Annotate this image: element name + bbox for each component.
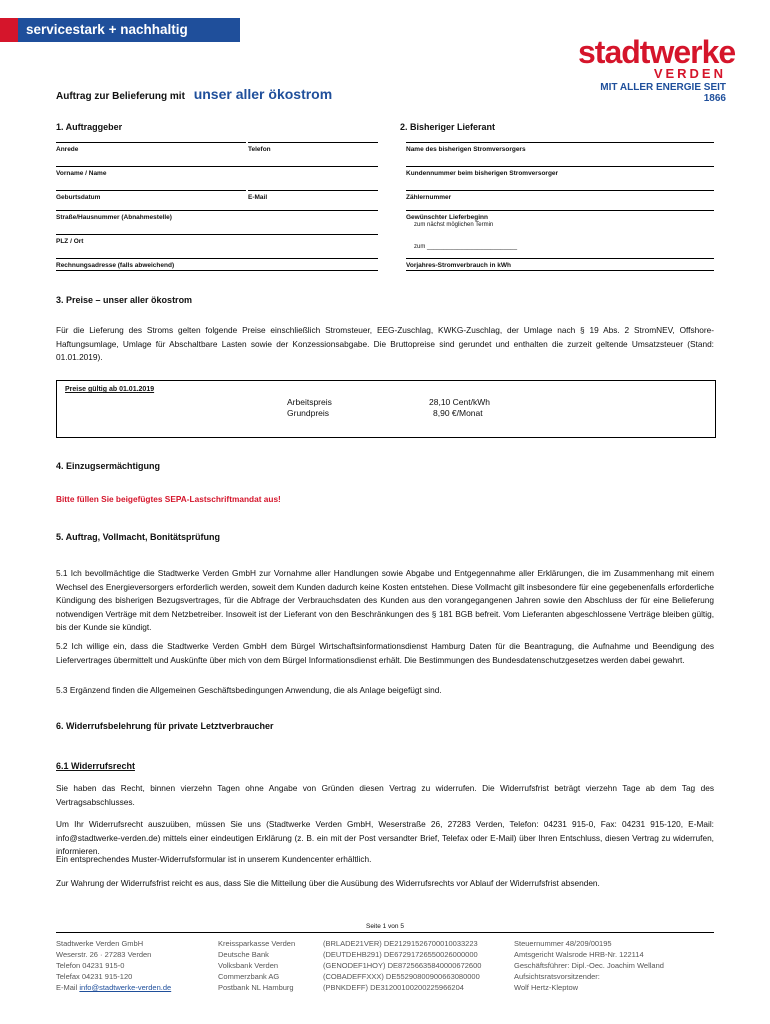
section-5-3-text: 5.3 Ergänzend finden die Allgemeinen Geschäftsbedingungen Anwendung, die als Anlage beigefügt sind.: [56, 685, 442, 695]
footer-line: Telefax 04231 915-120: [56, 972, 133, 981]
field-lieferbeginn: Gewünschter Lieferbeginn: [406, 210, 714, 221]
field-geburtsdatum[interactable]: Geburtsdatum: [56, 190, 246, 201]
footer-ibans: [323, 938, 481, 993]
section-1-heading: 1. Auftraggeber: [56, 122, 123, 132]
footer-line: (GENODEF1HOY) DE87256635840000672600: [323, 961, 482, 970]
field-zaehlernummer[interactable]: Zählernummer: [406, 190, 714, 201]
footer-line: Deutsche Bank: [218, 950, 269, 959]
banner-red-stripe: [0, 18, 18, 42]
sepa-note: Bitte füllen Sie beigefügtes SEPA-Lastschriftmandat aus!: [56, 494, 281, 504]
footer-email-line: [56, 982, 171, 993]
logo-wordmark: stadtwerke: [578, 34, 736, 70]
field-email[interactable]: E-Mail: [248, 190, 378, 201]
footer-line: Volksbank Verden: [218, 961, 279, 970]
footer-line: Wolf Hertz-Kleptow: [514, 983, 579, 992]
field-kundennummer[interactable]: Kundennummer beim bisherigen Stromversorger: [406, 166, 714, 177]
banner-text: servicestark + nachhaltig: [18, 18, 240, 42]
footer-line: Weserstr. 26 · 27283 Verden: [56, 950, 152, 959]
section-6-1-heading: 6.1 Widerrufsrecht: [56, 761, 135, 771]
grundpreis-label: Grundpreis: [287, 408, 330, 418]
section-3-heading: 3. Preise – unser aller ökostrom: [56, 295, 193, 305]
header-banner: [0, 18, 240, 42]
document-title: [56, 86, 332, 102]
option-zum-datum[interactable]: zum ___________________________: [414, 244, 518, 250]
section-2-heading: 2. Bisheriger Lieferant: [400, 122, 496, 132]
field-anrede[interactable]: Anrede: [56, 142, 246, 153]
section-5-heading: 5. Auftrag, Vollmacht, Bonitätsprüfung: [56, 532, 220, 542]
price-box: [56, 380, 716, 438]
section-5-2-text: 5.2 Ich willige ein, dass die Stadtwerke Verden GmbH dem Bürgel Wirtschaftsinformationsdienst Hamburg Daten für die Beantragung, die Aufnahme und Beendigung des Liefervertrages übermittelt und Auskünfte über mich von dem Bürgel Informationsdienst erhält. Die Bestimmungen des Bundesdatenschutzgesetzes werden dabei gewahrt.: [56, 641, 714, 665]
field-rechnungsadresse[interactable]: Rechnungsadresse (falls abweichend): [56, 258, 378, 269]
grundpreis-value: 8,90 €/Monat: [433, 408, 483, 418]
field-vorjahresverbrauch[interactable]: Vorjahres-Stromverbrauch in kWh: [406, 258, 714, 269]
section-5-1-text: 5.1 Ich bevollmächtige die Stadtwerke Verden GmbH zur Vornahme aller Handlungen sowie Abgabe und Entgegennahme aller Erklärungen, die im Zusammenhang mit einem Wechsel des Energieversorgers erforderlich werden, soweit dem Kunden dadurch keine Kosten entstehen. Diese Vollmacht gilt insbesondere für eine gegebenenfalls erforderliche Kündigung des bisherigen Bezugsvertrages, für die Abfrage der Verbrauchsdaten des Kunden aus den vorangegangenen Jahren sowie den Abschluss der für eine Belieferung notwendigen Verträge mit dem Netzbetreiber. Insoweit ist der Lieferant von den Beschränkungen des § 181 BGB befreit. Vom Lieferanten abgeschlossene Verträge bleiben gültig, bis der Kunde sie kündigt.: [56, 568, 714, 633]
footer-divider: [56, 932, 714, 933]
title-prefix: Auftrag zur Belieferung mit: [56, 91, 185, 102]
company-logo: [578, 34, 736, 104]
footer-email-label: E-Mail: [56, 983, 78, 992]
divider: [56, 270, 378, 271]
logo-tagline: MIT ALLER ENERGIE SEIT 1866: [600, 82, 726, 104]
logo-city: VERDEN: [653, 66, 726, 81]
footer-line: (DEUTDEHB291) DE67291726550026000000: [323, 950, 478, 959]
price-valid-date: Preise gültig ab 01.01.2019: [65, 386, 155, 393]
widerruf-p1: Sie haben das Recht, binnen vierzehn Tagen ohne Angabe von Gründen diesen Vertrag zu widerrufen. Die Widerrufsfrist beträgt vierzehn Tage ab dem Tag des Vertragsabschlusses.: [56, 783, 714, 807]
footer-line: Telefon 04231 915-0: [56, 961, 125, 970]
arbeitspreis-label: Arbeitspreis: [287, 397, 332, 407]
field-plz-ort[interactable]: PLZ / Ort: [56, 234, 378, 245]
divider: [406, 270, 714, 271]
field-bisheriger-versorger[interactable]: Name des bisherigen Stromversorgers: [406, 142, 714, 153]
widerruf-p4: Zur Wahrung der Widerrufsfrist reicht es aus, dass Sie die Mitteilung über die Ausübung des Widerrufsrechts vor Ablauf der Widerrufsfrist absenden.: [56, 878, 600, 888]
footer-line: Geschäftsführer: Dipl.-Oec. Joachim Welland: [514, 961, 664, 970]
footer-line: (PBNKDEFF) DE31200100200225966204: [323, 983, 464, 992]
option-naechst-moeglicher-termin[interactable]: zum nächst möglichen Termin: [414, 222, 494, 228]
footer-line: Aufsichtsratsvorsitzender:: [514, 972, 600, 981]
field-strasse[interactable]: Straße/Hausnummer (Abnahmestelle): [56, 210, 378, 221]
footer-legal: [514, 938, 664, 993]
section-4-heading: 4. Einzugsermächtigung: [56, 461, 161, 471]
footer-line: Stadtwerke Verden GmbH: [56, 939, 144, 948]
footer-banks: [218, 938, 295, 993]
title-brand: unser aller ökostrom: [193, 86, 333, 102]
field-telefon[interactable]: Telefon: [248, 142, 378, 153]
footer-line: Kreissparkasse Verden: [218, 939, 296, 948]
widerruf-p3: Ein entsprechendes Muster-Widerrufsformular ist in unserem Kundencenter erhältlich.: [56, 854, 372, 864]
page-number: Seite 1 von 5: [366, 923, 404, 930]
arbeitspreis-value: 28,10 Cent/kWh: [429, 397, 490, 407]
footer-company: [56, 938, 171, 993]
section-3-text: Für die Lieferung des Stroms gelten folgende Preise einschließlich Stromsteuer, EEG-Zuschlag, KWKG-Zuschlag, der Umlage nach § 19 Abs. 2 StromNEV, Offshore-Haftungsumlage, Umlage für Abschaltbare Lasten sowie der Konzessionsabgabe. Die Bruttopreise sind gerundet und enthalten die zurzeit geltende Umsatzsteuer (Stand: 01.01.2019).: [56, 325, 714, 363]
widerruf-p2: Um Ihr Widerrufsrecht auszuüben, müssen Sie uns (Stadtwerke Verden GmbH, Weserstraße 26, 27283 Verden, Telefon: 04231 915-0, Fax: 04231 915-120, E-Mail: info@stadtwerke-verden.de) mittels einer eindeutigen Erklärung (z. B. ein mit der Post versandter Brief, Telefax oder E-Mail) über Ihren Entschluss, diesen Vertrag zu widerrufen, informieren.: [56, 819, 714, 857]
footer-line: (BRLADE21VER) DE21291526700010033223: [323, 939, 478, 948]
footer-line: (COBADEFFXXX) DE55290800900663080000: [323, 972, 480, 981]
footer-line: Amtsgericht Walsrode HRB-Nr. 122114: [514, 950, 644, 959]
footer-line: Postbank NL Hamburg: [218, 983, 294, 992]
field-vorname[interactable]: Vorname / Name: [56, 166, 378, 177]
footer-email-link[interactable]: info@stadtwerke-verden.de: [79, 983, 172, 992]
footer-line: Steuernummer 48/209/00195: [514, 939, 612, 948]
section-6-heading: 6. Widerrufsbelehrung für private Letztverbraucher: [56, 721, 274, 731]
footer-line: Commerzbank AG: [218, 972, 280, 981]
